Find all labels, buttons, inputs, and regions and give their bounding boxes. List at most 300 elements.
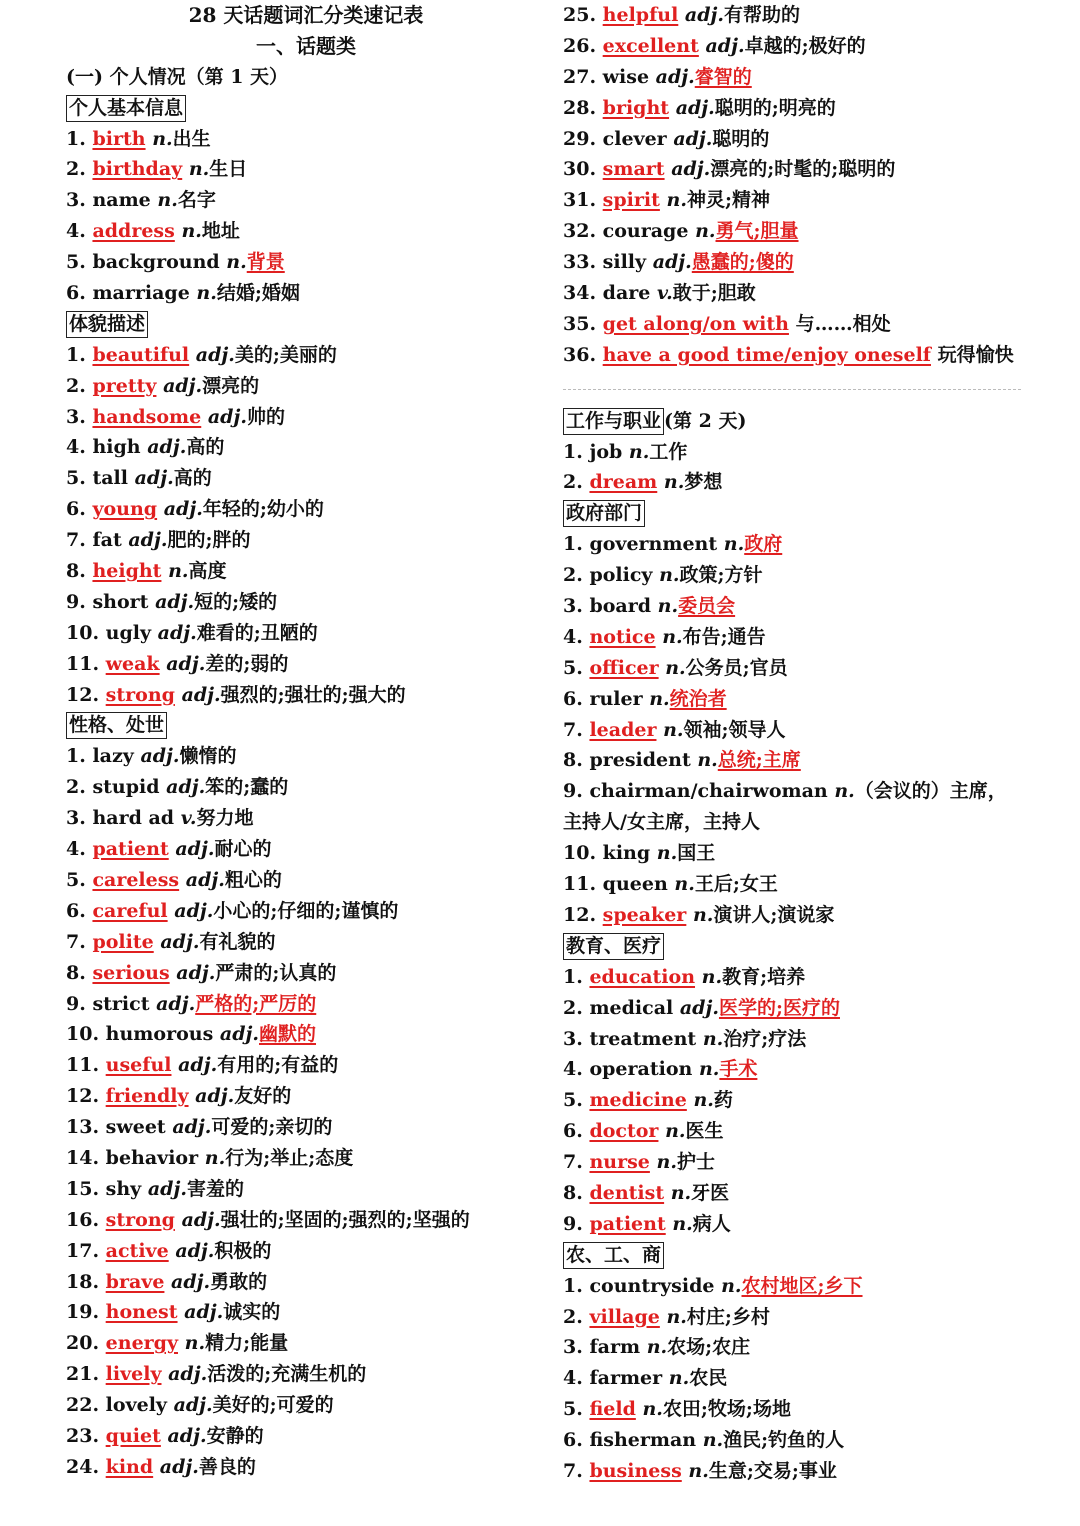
vocab-entry (66, 1297, 546, 1328)
entry-number: 5. (66, 467, 93, 490)
entry-number: 29. (563, 127, 603, 150)
entry-pos: n. (181, 220, 202, 243)
entry-number: 1. (66, 343, 93, 366)
entry-word: beautiful (92, 343, 190, 366)
entry-pos: n. (184, 1332, 206, 1355)
entry-word: kind (105, 1455, 154, 1478)
entry-meaning: 高度 (188, 560, 227, 583)
vocab-entry (563, 1024, 1025, 1055)
entry-number: 3. (66, 189, 93, 212)
vocab-entry (66, 432, 546, 463)
vocab-entry (563, 1116, 1025, 1147)
entry-word: queen (602, 873, 668, 896)
entry-number: 6. (66, 282, 93, 305)
vocab-entry (66, 958, 546, 989)
vocab-entry (66, 1174, 546, 1205)
vocab-entry (563, 560, 1025, 591)
category-heading (563, 498, 1025, 529)
entry-word: government (589, 533, 718, 556)
entry-word: leader (589, 718, 657, 741)
entry-pos: adj. (156, 992, 196, 1015)
vocab-entry (563, 437, 1025, 468)
entry-meaning: 有用的;有益的 (217, 1054, 339, 1077)
entry-word: humorous (105, 1023, 214, 1046)
vocab-entry (66, 989, 546, 1020)
entry-meaning: 漂亮的 (202, 374, 260, 397)
entry-word: lively (105, 1363, 162, 1386)
vocab-entry (66, 649, 546, 680)
entry-meaning: 病人 (692, 1212, 731, 1235)
entry-meaning: 美好的;可爱的 (212, 1394, 334, 1417)
entry-word: get along/on with (602, 312, 789, 335)
entry-number: 1. (66, 127, 93, 150)
vocab-entry (563, 653, 1025, 684)
entry-number: 8. (563, 1181, 590, 1204)
entry-meaning: 小心的;仔细的;谨慎的 (213, 899, 399, 922)
entry-meaning: 卓越的;极好的 (744, 34, 866, 57)
vocab-entry (563, 684, 1025, 715)
entry-word: bright (602, 96, 670, 119)
entry-meaning: 药 (713, 1089, 733, 1112)
entry-pos: adj. (160, 930, 200, 953)
entry-number: 1. (66, 745, 93, 768)
section-heading (66, 62, 546, 93)
vocab-entry (563, 62, 1025, 93)
entry-number: 9. (66, 590, 93, 613)
left-vocab-list (66, 62, 546, 1483)
vocab-entry (563, 776, 1025, 838)
entry-pos: v. (180, 807, 197, 830)
vocab-entry (563, 309, 1025, 340)
entry-word: notice (589, 625, 656, 648)
entry-number: 3. (66, 807, 93, 830)
entry-pos: n. (688, 1459, 709, 1482)
entry-word: excellent (602, 34, 699, 57)
entry-pos: n. (834, 780, 855, 803)
entry-pos: n. (695, 220, 716, 243)
vocab-entry (66, 1359, 546, 1390)
entry-meaning: 玩得愉快 (937, 343, 1014, 366)
right-column (563, 0, 1025, 1487)
entry-meaning: 愚蠢的;傻的 (691, 251, 794, 274)
entry-meaning: 委员会 (678, 595, 736, 618)
entry-word: brave (105, 1270, 165, 1293)
entry-meaning: 严格的;严厉的 (195, 992, 317, 1015)
vocab-entry (563, 1456, 1025, 1487)
vocab-entry (66, 247, 546, 278)
entry-meaning: 出生 (172, 127, 211, 150)
entry-meaning: 粗心的 (224, 868, 282, 891)
vocab-entry (66, 124, 546, 155)
vocab-entry (563, 838, 1025, 869)
entry-pos: n. (628, 440, 650, 463)
entry-pos: adj. (147, 1177, 187, 1200)
vocab-entry (563, 1178, 1025, 1209)
entry-meaning: 敢于;胆敢 (672, 282, 756, 305)
entry-number: 11. (66, 1054, 106, 1077)
entry-word: energy (105, 1332, 178, 1355)
entry-meaning: 农田;牧场;场地 (662, 1398, 791, 1421)
entry-pos: n. (698, 1058, 720, 1081)
entry-number: 4. (66, 220, 93, 243)
entry-number: 6. (563, 687, 590, 710)
vocab-entry (563, 1302, 1025, 1333)
entry-number: 6. (66, 899, 93, 922)
entry-number: 28. (563, 96, 603, 119)
vocab-entry (563, 1054, 1025, 1085)
section-heading-text: (一) 个人情况（第 1 天） (66, 65, 289, 88)
entry-word: farm (589, 1336, 641, 1359)
vocab-entry (66, 772, 546, 803)
entry-meaning: 村庄;乡村 (686, 1305, 770, 1328)
entry-word: dentist (589, 1181, 665, 1204)
vocab-entry (563, 1271, 1025, 1302)
vocab-entry (66, 680, 546, 711)
vocab-entry (66, 340, 546, 371)
entry-meaning: 治疗;疗法 (723, 1027, 807, 1050)
vocab-entry (563, 745, 1025, 776)
vocab-entry (66, 1050, 546, 1081)
entry-word: dare (602, 282, 651, 305)
entry-word: medicine (589, 1089, 687, 1112)
entry-word: sweet (105, 1116, 166, 1139)
entry-number: 36. (563, 343, 603, 366)
entry-pos: adj. (705, 34, 745, 57)
vocab-entry (563, 93, 1025, 124)
entry-word: job (589, 440, 623, 463)
entry-number: 6. (66, 498, 93, 521)
entry-meaning: 农民 (689, 1367, 728, 1390)
entry-number: 5. (66, 251, 93, 274)
entry-pos: n. (670, 1181, 692, 1204)
entry-word: officer (589, 656, 659, 679)
entry-number: 2. (563, 1305, 590, 1328)
category-box: 性格、处世 (66, 712, 167, 739)
entry-meaning: 高的 (186, 436, 225, 459)
entry-number: 9. (563, 1212, 590, 1235)
entry-word: operation (589, 1058, 693, 1081)
entry-pos: n. (157, 189, 178, 212)
entry-meaning: 医生 (685, 1120, 724, 1143)
entry-number: 25. (563, 4, 603, 26)
entry-word: address (92, 220, 175, 243)
vocab-entry (66, 1143, 546, 1174)
category-box: 个人基本信息 (66, 95, 186, 122)
entry-number: 5. (66, 868, 93, 891)
entry-pos: n. (188, 158, 210, 181)
entry-word: strict (92, 992, 150, 1015)
entry-pos: adj. (173, 1394, 213, 1417)
vocab-entry (66, 1421, 546, 1452)
vocab-entry (66, 741, 546, 772)
entry-word: height (92, 560, 162, 583)
entry-number: 2. (66, 776, 93, 799)
entry-meaning: 渔民;钓鱼的人 (723, 1429, 845, 1452)
entry-number: 5. (563, 656, 590, 679)
entry-word: young (92, 498, 158, 521)
entry-pos: adj. (178, 1054, 218, 1077)
vocab-entry (66, 1081, 546, 1112)
entry-meaning: 演讲人;演说家 (713, 903, 835, 926)
entry-meaning: 结婚;婚姻 (216, 282, 300, 305)
vocab-entry (66, 803, 546, 834)
entry-pos: adj. (176, 961, 216, 984)
entry-number: 32. (563, 220, 603, 243)
category-heading (66, 93, 546, 124)
entry-meaning: 漂亮的;时髦的;聪明的 (710, 158, 896, 181)
entry-pos: n. (702, 1429, 724, 1452)
entry-number: 4. (563, 1367, 590, 1390)
entry-number: 7. (563, 1151, 590, 1174)
vocab-entry (66, 525, 546, 556)
vocab-entry (66, 834, 546, 865)
vocab-entry (66, 865, 546, 896)
entry-pos: adj. (166, 652, 206, 675)
entry-meaning: 生日 (209, 158, 248, 181)
entry-pos: n. (646, 1336, 668, 1359)
entry-meaning: 难看的;丑陋的 (196, 621, 318, 644)
entry-pos: n. (674, 873, 695, 896)
entry-number: 11. (563, 873, 603, 896)
vocab-entry (66, 402, 546, 433)
entry-word: spirit (602, 189, 660, 212)
entry-pos: n. (665, 1120, 686, 1143)
entry-pos: adj. (172, 1116, 212, 1139)
entry-word: field (589, 1398, 636, 1421)
entry-number: 26. (563, 34, 603, 57)
entry-pos: adj. (673, 127, 713, 150)
entry-number: 22. (66, 1394, 106, 1417)
entry-meaning: 努力地 (196, 807, 254, 830)
entry-pos: adj. (185, 868, 225, 891)
entry-number: 11. (66, 652, 106, 675)
entry-word: fat (92, 529, 122, 552)
entry-word: lazy (92, 745, 134, 768)
right-vocab-list-bottom (563, 406, 1025, 1487)
entry-number: 4. (66, 838, 93, 861)
right-vocab-list-top (563, 0, 1025, 371)
vocab-entry (563, 124, 1025, 155)
entry-pos: adj. (181, 1208, 221, 1231)
entry-number: 3. (563, 1336, 590, 1359)
vocab-entry (66, 494, 546, 525)
entry-word: stupid (92, 776, 160, 799)
entry-word: king (602, 842, 651, 865)
vocab-entry (563, 1332, 1025, 1363)
entry-meaning: 手术 (719, 1058, 758, 1081)
entry-pos: adj. (163, 374, 203, 397)
entry-meaning: 聪明的 (712, 127, 770, 150)
entry-pos: n. (662, 625, 683, 648)
entry-number: 2. (563, 996, 590, 1019)
category-box: 工作与职业 (563, 408, 664, 435)
entry-word: ruler (589, 687, 643, 710)
entry-meaning: 聪明的;明亮的 (714, 96, 836, 119)
vocab-entry (66, 618, 546, 649)
entry-pos: n. (196, 282, 217, 305)
entry-meaning: 领袖;领导人 (683, 718, 786, 741)
entry-number: 2. (563, 564, 590, 587)
entry-pos: adj. (140, 745, 180, 768)
entry-pos: v. (657, 282, 673, 305)
entry-word: behavior (105, 1146, 199, 1169)
vocab-entry (563, 869, 1025, 900)
entry-number: 19. (66, 1301, 106, 1324)
entry-word: board (589, 595, 652, 618)
entry-meaning: 名字 (177, 189, 216, 212)
category-heading (563, 931, 1025, 962)
vocab-entry (66, 927, 546, 958)
left-column (66, 0, 546, 1483)
entry-meaning: 精力;能量 (205, 1332, 289, 1355)
doc-title: 28 天话题词汇分类速记表 (188, 3, 424, 27)
entry-meaning: 美的;美丽的 (234, 343, 337, 366)
entry-word: courage (602, 220, 689, 243)
entry-number: 10. (563, 842, 603, 865)
entry-pos: adj. (219, 1023, 259, 1046)
entry-pos: adj. (167, 1424, 207, 1447)
entry-number: 21. (66, 1363, 106, 1386)
entry-meaning: 行为;举止;态度 (225, 1146, 354, 1169)
entry-word: birth (92, 127, 146, 150)
entry-word: active (105, 1239, 169, 1262)
entry-number: 3. (66, 405, 93, 428)
entry-number: 17. (66, 1239, 106, 1262)
entry-number: 7. (66, 529, 93, 552)
vocab-entry (66, 1236, 546, 1267)
vocab-entry (563, 529, 1025, 560)
vocab-entry (66, 278, 546, 309)
entry-meaning: 工作 (649, 440, 688, 463)
vocab-entry (563, 467, 1025, 498)
entry-number: 1. (563, 965, 590, 988)
entry-pos: adj. (128, 529, 168, 552)
entry-number: 24. (66, 1455, 106, 1478)
entry-meaning: 农村地区;乡下 (741, 1274, 863, 1297)
entry-word: marriage (92, 282, 190, 305)
entry-meaning: 护士 (676, 1151, 715, 1174)
entry-meaning: 强烈的;强壮的;强大的 (220, 683, 406, 706)
category-heading (66, 710, 546, 741)
entry-number: 9. (563, 780, 590, 803)
entry-meaning: 幽默的 (259, 1023, 317, 1046)
entry-word: clever (602, 127, 667, 150)
vocab-entry (563, 900, 1025, 931)
category-suffix: (第 2 天) (664, 409, 747, 432)
entry-word: birthday (92, 158, 183, 181)
entry-word: ugly (105, 621, 152, 644)
entry-number: 9. (66, 992, 93, 1015)
entry-number: 12. (66, 683, 106, 706)
entry-number: 1. (563, 440, 590, 463)
entry-meaning: 统治者 (669, 687, 727, 710)
entry-word: quiet (105, 1424, 161, 1447)
entry-number: 8. (66, 560, 93, 583)
entry-number: 33. (563, 251, 603, 274)
entry-meaning: 教育;培养 (722, 965, 806, 988)
vocab-entry (66, 216, 546, 247)
entry-meaning: 医学的;医疗的 (718, 996, 840, 1019)
entry-meaning: 短的;矮的 (194, 590, 278, 613)
entry-number: 7. (563, 1459, 590, 1482)
entry-word: policy (589, 564, 653, 587)
entry-number: 12. (563, 903, 603, 926)
entry-word: pretty (92, 374, 157, 397)
entry-word: careless (92, 868, 180, 891)
entry-meaning: 有帮助的 (724, 4, 801, 26)
entry-meaning: 国王 (677, 842, 716, 865)
category-heading (563, 1240, 1025, 1271)
entry-pos: n. (666, 189, 687, 212)
entry-meaning: 政府 (744, 533, 783, 556)
entry-pos: n. (226, 251, 247, 274)
vocab-entry (563, 31, 1025, 62)
entry-word: polite (92, 930, 154, 953)
entry-word: strong (105, 683, 175, 706)
vocab-entry (563, 1209, 1025, 1240)
entry-meaning: 强壮的;坚固的;强烈的;坚强的 (220, 1208, 470, 1231)
entry-pos: adj. (157, 621, 197, 644)
entry-meaning: 神灵;精神 (686, 189, 770, 212)
vocab-entry (563, 340, 1025, 371)
entry-pos: n. (663, 718, 684, 741)
vocab-entry (563, 185, 1025, 216)
entry-pos: n. (663, 471, 685, 494)
entry-pos: adj. (679, 996, 719, 1019)
entry-pos: n. (668, 1367, 690, 1390)
entry-pos: adj. (675, 96, 715, 119)
entry-word: hard ad (92, 807, 175, 830)
entry-pos: adj. (184, 1301, 224, 1324)
entry-number: 5. (563, 1398, 590, 1421)
entry-word: background (92, 251, 220, 274)
entry-pos: adj. (134, 467, 174, 490)
entry-pos: n. (168, 560, 189, 583)
entry-number: 7. (66, 930, 93, 953)
entry-word: education (589, 965, 696, 988)
vocab-entry (563, 1147, 1025, 1178)
entry-word: patient (92, 838, 169, 861)
entry-pos: n. (657, 595, 679, 618)
entry-pos: n. (152, 127, 173, 150)
entry-number: 3. (563, 1027, 590, 1050)
entry-word: business (589, 1459, 682, 1482)
entry-number: 2. (66, 374, 93, 397)
entry-number: 1. (563, 533, 590, 556)
vocab-entry (66, 1328, 546, 1359)
entry-meaning: 害羞的 (186, 1177, 244, 1200)
entry-meaning: 耐心的 (214, 838, 272, 861)
category-box: 教育、医疗 (563, 933, 664, 960)
entry-word: nurse (589, 1151, 650, 1174)
entry-pos: n. (702, 1027, 724, 1050)
entry-number: 5. (563, 1089, 590, 1112)
entry-meaning: 诚实的 (223, 1301, 281, 1324)
entry-word: doctor (589, 1120, 659, 1143)
entry-pos: adj. (147, 436, 187, 459)
entry-word: farmer (589, 1367, 663, 1390)
entry-number: 14. (66, 1146, 106, 1169)
entry-word: president (589, 749, 691, 772)
entry-number: 3. (563, 595, 590, 618)
part-title: 一、话题类 (256, 33, 356, 58)
entry-word: countryside (589, 1274, 715, 1297)
vocab-entry (66, 371, 546, 402)
entry-meaning: 严肃的;认真的 (215, 961, 337, 984)
entry-word: strong (105, 1208, 175, 1231)
entry-meaning: 有礼貌的 (199, 930, 276, 953)
vocab-entry (66, 1452, 546, 1483)
